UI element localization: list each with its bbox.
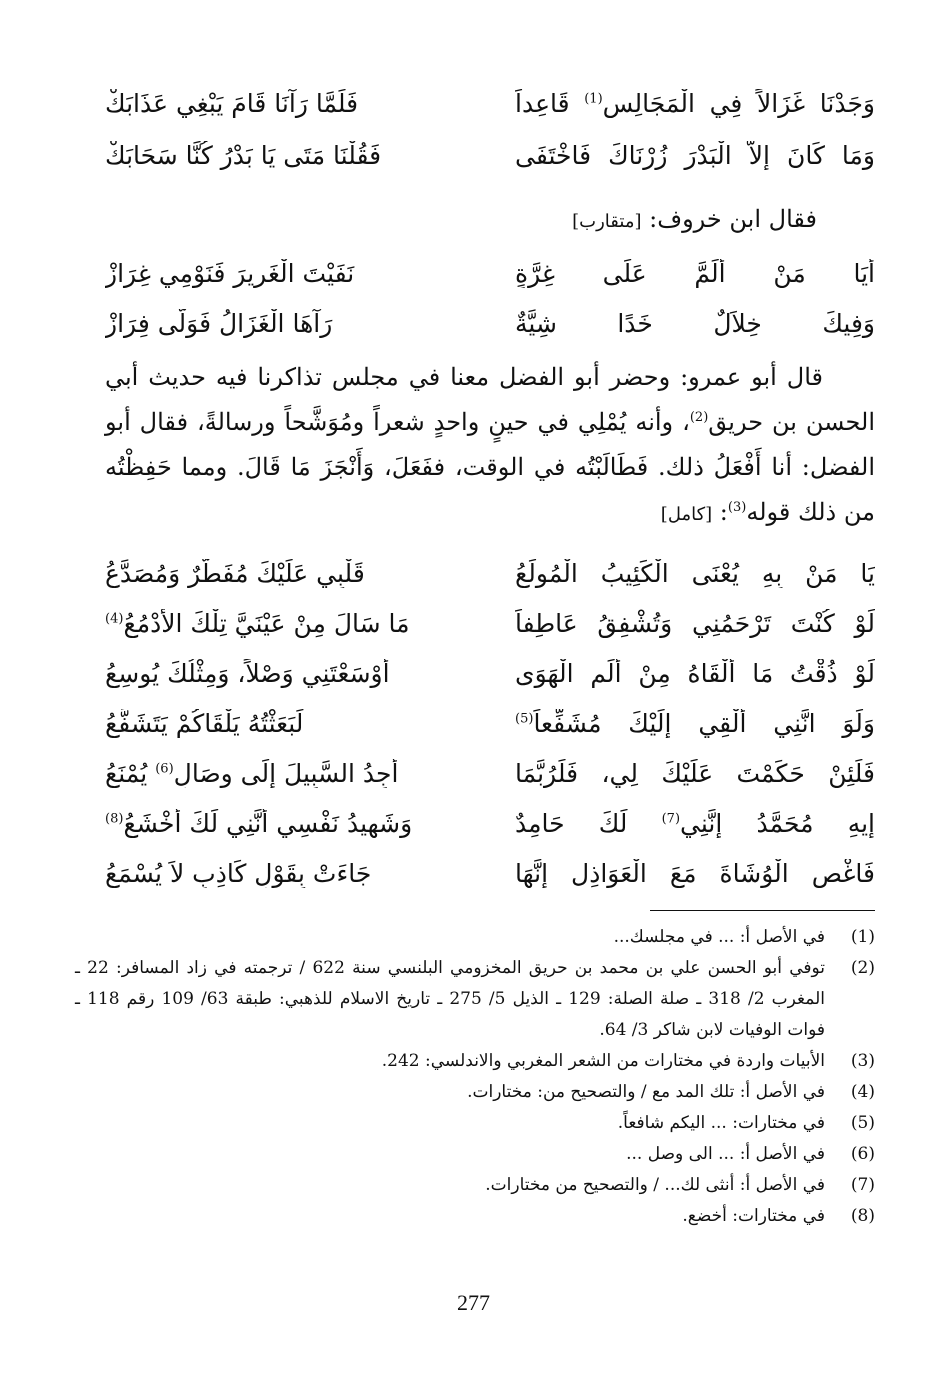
- footnote: [75, 1046, 875, 1077]
- footnote: [75, 953, 875, 1046]
- verse-hemistich-right: فَاغْصِ الْوُشَاةَ مَعَ الْعَوَاذِلِ إِنَّهَا: [515, 858, 875, 888]
- footnote: [75, 1139, 875, 1170]
- verse-hemistich-right: وَجَدْنَا غَزَالاً فِي الْمَجَالِسِ$^{(1)}$ قَاعِداً: [515, 88, 875, 118]
- verse-hemistich-right: وَلَوَ انَّنِي أُلْقِي إِلَيْكَ مُشَفِّعاً$^{(5)}$: [515, 708, 875, 738]
- footnote-text: توفي أبو الحسن علي بن محمد بن حريق المخزومي البلنسي سنة 622 / ترجمته في زاد المسافر: 22 ـ المغرب 2/ 318 ـ صلة الصلة: 129 ـ الذيل 5/ 275 ـ تاريخ الاسلام للذهبي: طبقة 63/ 109 رقم 118 ـ فوات الوفيات لابن شاكر 3/ 64.: [75, 958, 826, 1040]
- footnote: [75, 922, 875, 953]
- footnote-number: (4): [850, 1082, 875, 1102]
- prose-paragraph: قال أبو عمرو: وحضر أبو الفضل معنا في مجلس تذاكرنا فيه حديث أبي الحسن بن حريق$^{(2)}$، وأنه يُمْلِي في حينٍ واحدٍ شعراً ومُوَشَّحاً ورسالةً، فقال أبو الفضل: أنا أَفْعَلُ ذلك. فَطَالَبْتُه في الوقت، ففَعَلَ، وَأَنْجَزَ مَا قَالَ. ومما حَفِظْتُه من ذلك قوله$^{(3)}$: [كامل]: [105, 363, 875, 526]
- footnote: [75, 1201, 875, 1232]
- verse-hemistich-right: فَلَئِنْ حَكَمْتَ عَلَيْكَ لِي، فَلَرُبَّمَا: [515, 758, 875, 788]
- verse-hemistich-right: لَوْ ذُقْتُ مَا أَلْقَاهُ مِنْ أَلَمِ الْهَوَى: [515, 658, 875, 688]
- footnote-text: الأبيات واردة في مختارات من الشعر المغربي والاندلسي: 242.: [381, 1051, 825, 1071]
- page-number: 277: [457, 1290, 490, 1315]
- footnote-text: في الأصل أ: ... الى وصل ...: [626, 1144, 825, 1164]
- footnote-divider: [650, 910, 875, 911]
- verse-line: [105, 248, 875, 298]
- verse-line: [105, 648, 875, 698]
- footnote-ref: (5): [515, 711, 534, 727]
- footnote-number: (8): [850, 1206, 875, 1226]
- footnote-ref: (4): [105, 611, 124, 627]
- footnote-ref: (2): [689, 410, 709, 425]
- verse-hemistich-left: وَشَهِيدُ نَفْسِي أَنَّنِي لَكَ أَخْشَعُ$^{(8)}$: [105, 808, 413, 838]
- verse-hemistich-left: فَقُلْنَا مَتَى يَا بَدْرُ كُنَّا سَحَابَكْ: [105, 140, 382, 170]
- verse-hemistich-left: أَجِدُ السَّبِيلَ إِلَى وِصَالٍ$^{(6)}$ يُمْنَعُ: [105, 758, 399, 788]
- footnotes: [75, 922, 875, 1232]
- verse-line: [105, 848, 875, 898]
- verse-hemistich-right: وَفِيكَ خِلاَلٌ خَدًا شِيَّةٌ: [515, 308, 875, 338]
- verse-hemistich-left: قَلْبِي عَلَيْكَ مُفَطَّرٌ وَمُصَدَّعُ: [105, 558, 365, 588]
- footnote-ref: (1): [584, 91, 603, 107]
- meter-label: [متقارب]: [572, 211, 642, 232]
- verse-hemistich-right: يَا مَنْ بِهِ يُعْنَى الْكَئِيبُ الْمُولَعُ: [515, 558, 875, 588]
- footnote-number: (5): [850, 1113, 875, 1133]
- footnote-ref: (8): [105, 811, 124, 827]
- verse-line: [105, 78, 875, 128]
- verse-hemistich-left: أَوْسَعْتَنِي وَصْلاً، وَمِثْلُكَ يُوسِعُ: [105, 658, 390, 688]
- footnote-number: (3): [850, 1051, 875, 1071]
- footnote-ref: (6): [155, 761, 174, 777]
- verse-line: [105, 748, 875, 798]
- footnote: [75, 1170, 875, 1201]
- footnote-number: (6): [850, 1144, 875, 1164]
- verse-line: [105, 798, 875, 848]
- verse-hemistich-right: وَمَا كَانَ إِلاَّ الْبَدْرَ زُرْنَاكَ فَاخْتَفَى: [515, 140, 875, 170]
- verse-hemistich-right: لَوْ كُنْتَ تَرْحَمُنِي وَتُشْفِقُ عَاطِفاً: [515, 608, 875, 638]
- verse-line: [105, 598, 875, 648]
- footnote: [75, 1077, 875, 1108]
- verse-hemistich-left: جَاءَتْ بِقَوْلٍ كَاذِبٍ لاَ يُسْمَعُ: [105, 858, 372, 888]
- footnote-text: في الأصل أ: أنثى لك... / والتصحيح من مختارات.: [485, 1175, 825, 1195]
- footnote-number: (7): [850, 1175, 875, 1195]
- footnote-number: (1): [850, 927, 875, 947]
- footnote: [75, 1108, 875, 1139]
- verse-hemistich-left: مَا سَالَ مِنْ عَيْنَيَّ تِلْكَ الأَدْمُعُ$^{(4)}$: [105, 608, 410, 638]
- footnote-text: في مختارات: أخضع.: [682, 1206, 825, 1226]
- footnote-text: في مختارات: ... اليكم شافعاً.: [617, 1113, 825, 1133]
- footnote-text: في الأصل أ: تلك المد مع / والتصحيح من: مختارات.: [467, 1082, 825, 1102]
- verse-line: [105, 698, 875, 748]
- verse-hemistich-left: لَبَعَثْتُهُ يَلْقَاكُمْ يَتَشَفَّعُ: [105, 708, 304, 738]
- verse-hemistich-right: أَيَا مَنْ أَلَمَّ عَلَى غِرَّةٍ: [515, 258, 875, 288]
- footnote-ref: (7): [661, 811, 681, 827]
- footnote-ref: (3): [727, 500, 747, 515]
- verse-hemistich-left: رَآهَا الْغَزَالُ فَوَلَّى فِرَازْ: [105, 308, 333, 338]
- verse-line: [105, 548, 875, 598]
- verse-line: [105, 130, 875, 180]
- verse-hemistich-left: نَفَيْتَ الْغَرِيرَ فَنَوْمِي غِرَازْ: [105, 258, 355, 288]
- verse-line: [105, 298, 875, 348]
- section-heading: فقال ابن خروف: [متقارب]: [572, 205, 817, 233]
- footnote-number: (2): [850, 958, 875, 978]
- meter-label: [كامل]: [660, 504, 713, 525]
- verse-hemistich-left: فَلَمَّا رَآنَا قَامَ يَبْغِي عَذَابَكْ: [105, 88, 359, 118]
- verse-hemistich-right: إِيهِ مُحَمَّدُ إِنَّنِي$^{(7)}$ لَكَ حَامِدٌ: [515, 808, 875, 838]
- footnote-text: في الأصل أ: ... في مجلسك...: [613, 927, 825, 947]
